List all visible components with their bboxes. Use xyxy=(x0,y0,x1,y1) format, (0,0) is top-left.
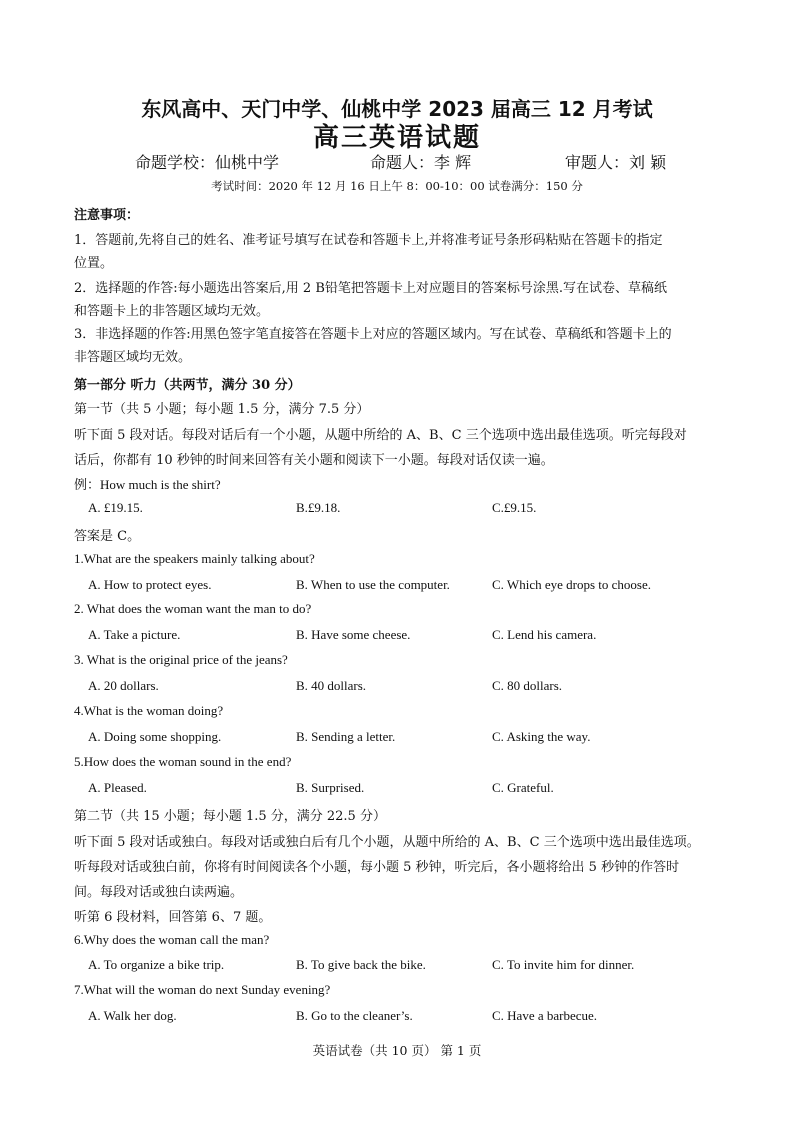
part1-heading: 第一部分 听力（共两节，满分 30 分） xyxy=(74,378,301,393)
exam-time-info: 考试时间：2020 年 12 月 16 日上午 8：00-10：00 试卷满分：150 分 xyxy=(211,179,583,193)
question-3: 3. What is the original price of the jeans? xyxy=(74,652,288,667)
notes-heading: 注意事项： xyxy=(74,208,140,223)
q5-option-a: A. Pleased. xyxy=(88,780,147,795)
question-1: 1.What are the speakers mainly talking about? xyxy=(74,551,315,566)
q3-option-b: B. 40 dollars. xyxy=(296,678,367,693)
q3-option-a: A. 20 dollars. xyxy=(88,678,159,693)
material-6-note: 听第 6 段材料，回答第 6、7 题。 xyxy=(74,910,272,925)
example-question: 例：How much is the shirt? xyxy=(74,477,221,492)
q7-option-a: A. Walk her dog. xyxy=(88,1008,177,1023)
note-3-cont: 非答题区域均无效。 xyxy=(74,350,192,365)
section2-heading: 第二节（共 15 小题；每小题 1.5 分，满分 22.5 分） xyxy=(74,809,386,824)
question-2: 2. What does the woman want the man to do? xyxy=(74,601,312,616)
q6-option-b: B. To give back the bike. xyxy=(296,957,426,972)
example-option-a: A. £19.15. xyxy=(88,500,143,515)
q6-option-c: C. To invite him for dinner. xyxy=(492,957,635,972)
section2-instructions: 听下面 5 段对话或独白。每段对话或独白后有几个小题，从题中所给的 A、B、C 三个选项中选出最佳选项。 xyxy=(74,835,700,850)
note-2: 2．选择题的作答:每小题选出答案后,用 2 B铅笔把答题卡上对应题目的答案标号涂黑.写在试卷、草稿纸 xyxy=(74,281,668,296)
section1-instructions: 听下面 5 段对话。每段对话后有一个小题，从题中所给的 A、B、C 三个选项中选出最佳选项。听完每段对 xyxy=(74,428,687,443)
q3-option-c: C. 80 dollars. xyxy=(492,678,563,693)
question-7: 7.What will the woman do next Sunday evening? xyxy=(74,982,331,997)
q1-option-c: C. Which eye drops to choose. xyxy=(492,577,651,592)
q5-option-c: C. Grateful. xyxy=(492,780,554,795)
q4-option-c: C. Asking the way. xyxy=(492,729,591,744)
question-5: 5.How does the woman sound in the end? xyxy=(74,754,292,769)
example-answer: 答案是 C。 xyxy=(74,529,141,544)
note-1-cont: 位置。 xyxy=(74,256,114,271)
example-option-c: C.£9.15. xyxy=(492,500,537,515)
q2-option-b: B. Have some cheese. xyxy=(296,627,411,642)
q2-option-c: C. Lend his camera. xyxy=(492,627,597,642)
q7-option-b: B. Go to the cleaner’s. xyxy=(296,1008,413,1023)
note-1: 1．答题前,先将自己的姓名、准考证号填写在试卷和答题卡上,并将准考证号条形码粘贴在答题卡的指定 xyxy=(74,233,663,248)
q6-option-a: A. To organize a bike trip. xyxy=(88,957,225,972)
note-2-cont: 和答题卡上的非答题区域均无效。 xyxy=(74,304,270,319)
note-3: 3．非选择题的作答:用黑色签字笔直接答在答题卡上对应的答题区域内。写在试卷、草稿纸和答题卡上的 xyxy=(74,327,672,342)
section2-instructions-end: 间。每段对话或独白读两遍。 xyxy=(74,885,244,900)
q2-option-a: A. Take a picture. xyxy=(88,627,181,642)
reviewer: 审题人：刘 颖 xyxy=(565,153,667,172)
paper-title: 高三英语试题 xyxy=(312,123,481,153)
q4-option-a: A. Doing some shopping. xyxy=(88,729,222,744)
section2-instructions-cont: 听每段对话或独白前，你将有时间阅读各个小题，每小题 5 秒钟，听完后，各小题将给出 5 秒钟的作答时 xyxy=(74,860,680,875)
q1-option-a: A. How to protect eyes. xyxy=(88,577,212,592)
question-4: 4.What is the woman doing? xyxy=(74,703,224,718)
q7-option-c: C. Have a barbecue. xyxy=(492,1008,598,1023)
setting-school: 命题学校：仙桃中学 xyxy=(135,153,280,172)
q4-option-b: B. Sending a letter. xyxy=(296,729,396,744)
section1-heading: 第一节（共 5 小题；每小题 1.5 分，满分 7.5 分） xyxy=(74,402,370,417)
exam-title: 东风高中、天门中学、仙桃中学 2023 届高三 12 月考试 xyxy=(141,97,653,121)
q1-option-b: B. When to use the computer. xyxy=(296,577,450,592)
question-6: 6.Why does the woman call the man? xyxy=(74,932,270,947)
question-setter: 命题人：李 辉 xyxy=(370,153,472,172)
section1-instructions-cont: 话后，你都有 10 秒钟的时间来回答有关小题和阅读下一小题。每段对话仅读一遍。 xyxy=(74,453,554,468)
page-footer: 英语试卷（共 10 页） 第 1 页 xyxy=(312,1043,482,1058)
example-option-b: B.£9.18. xyxy=(296,500,341,515)
q5-option-b: B. Surprised. xyxy=(296,780,365,795)
